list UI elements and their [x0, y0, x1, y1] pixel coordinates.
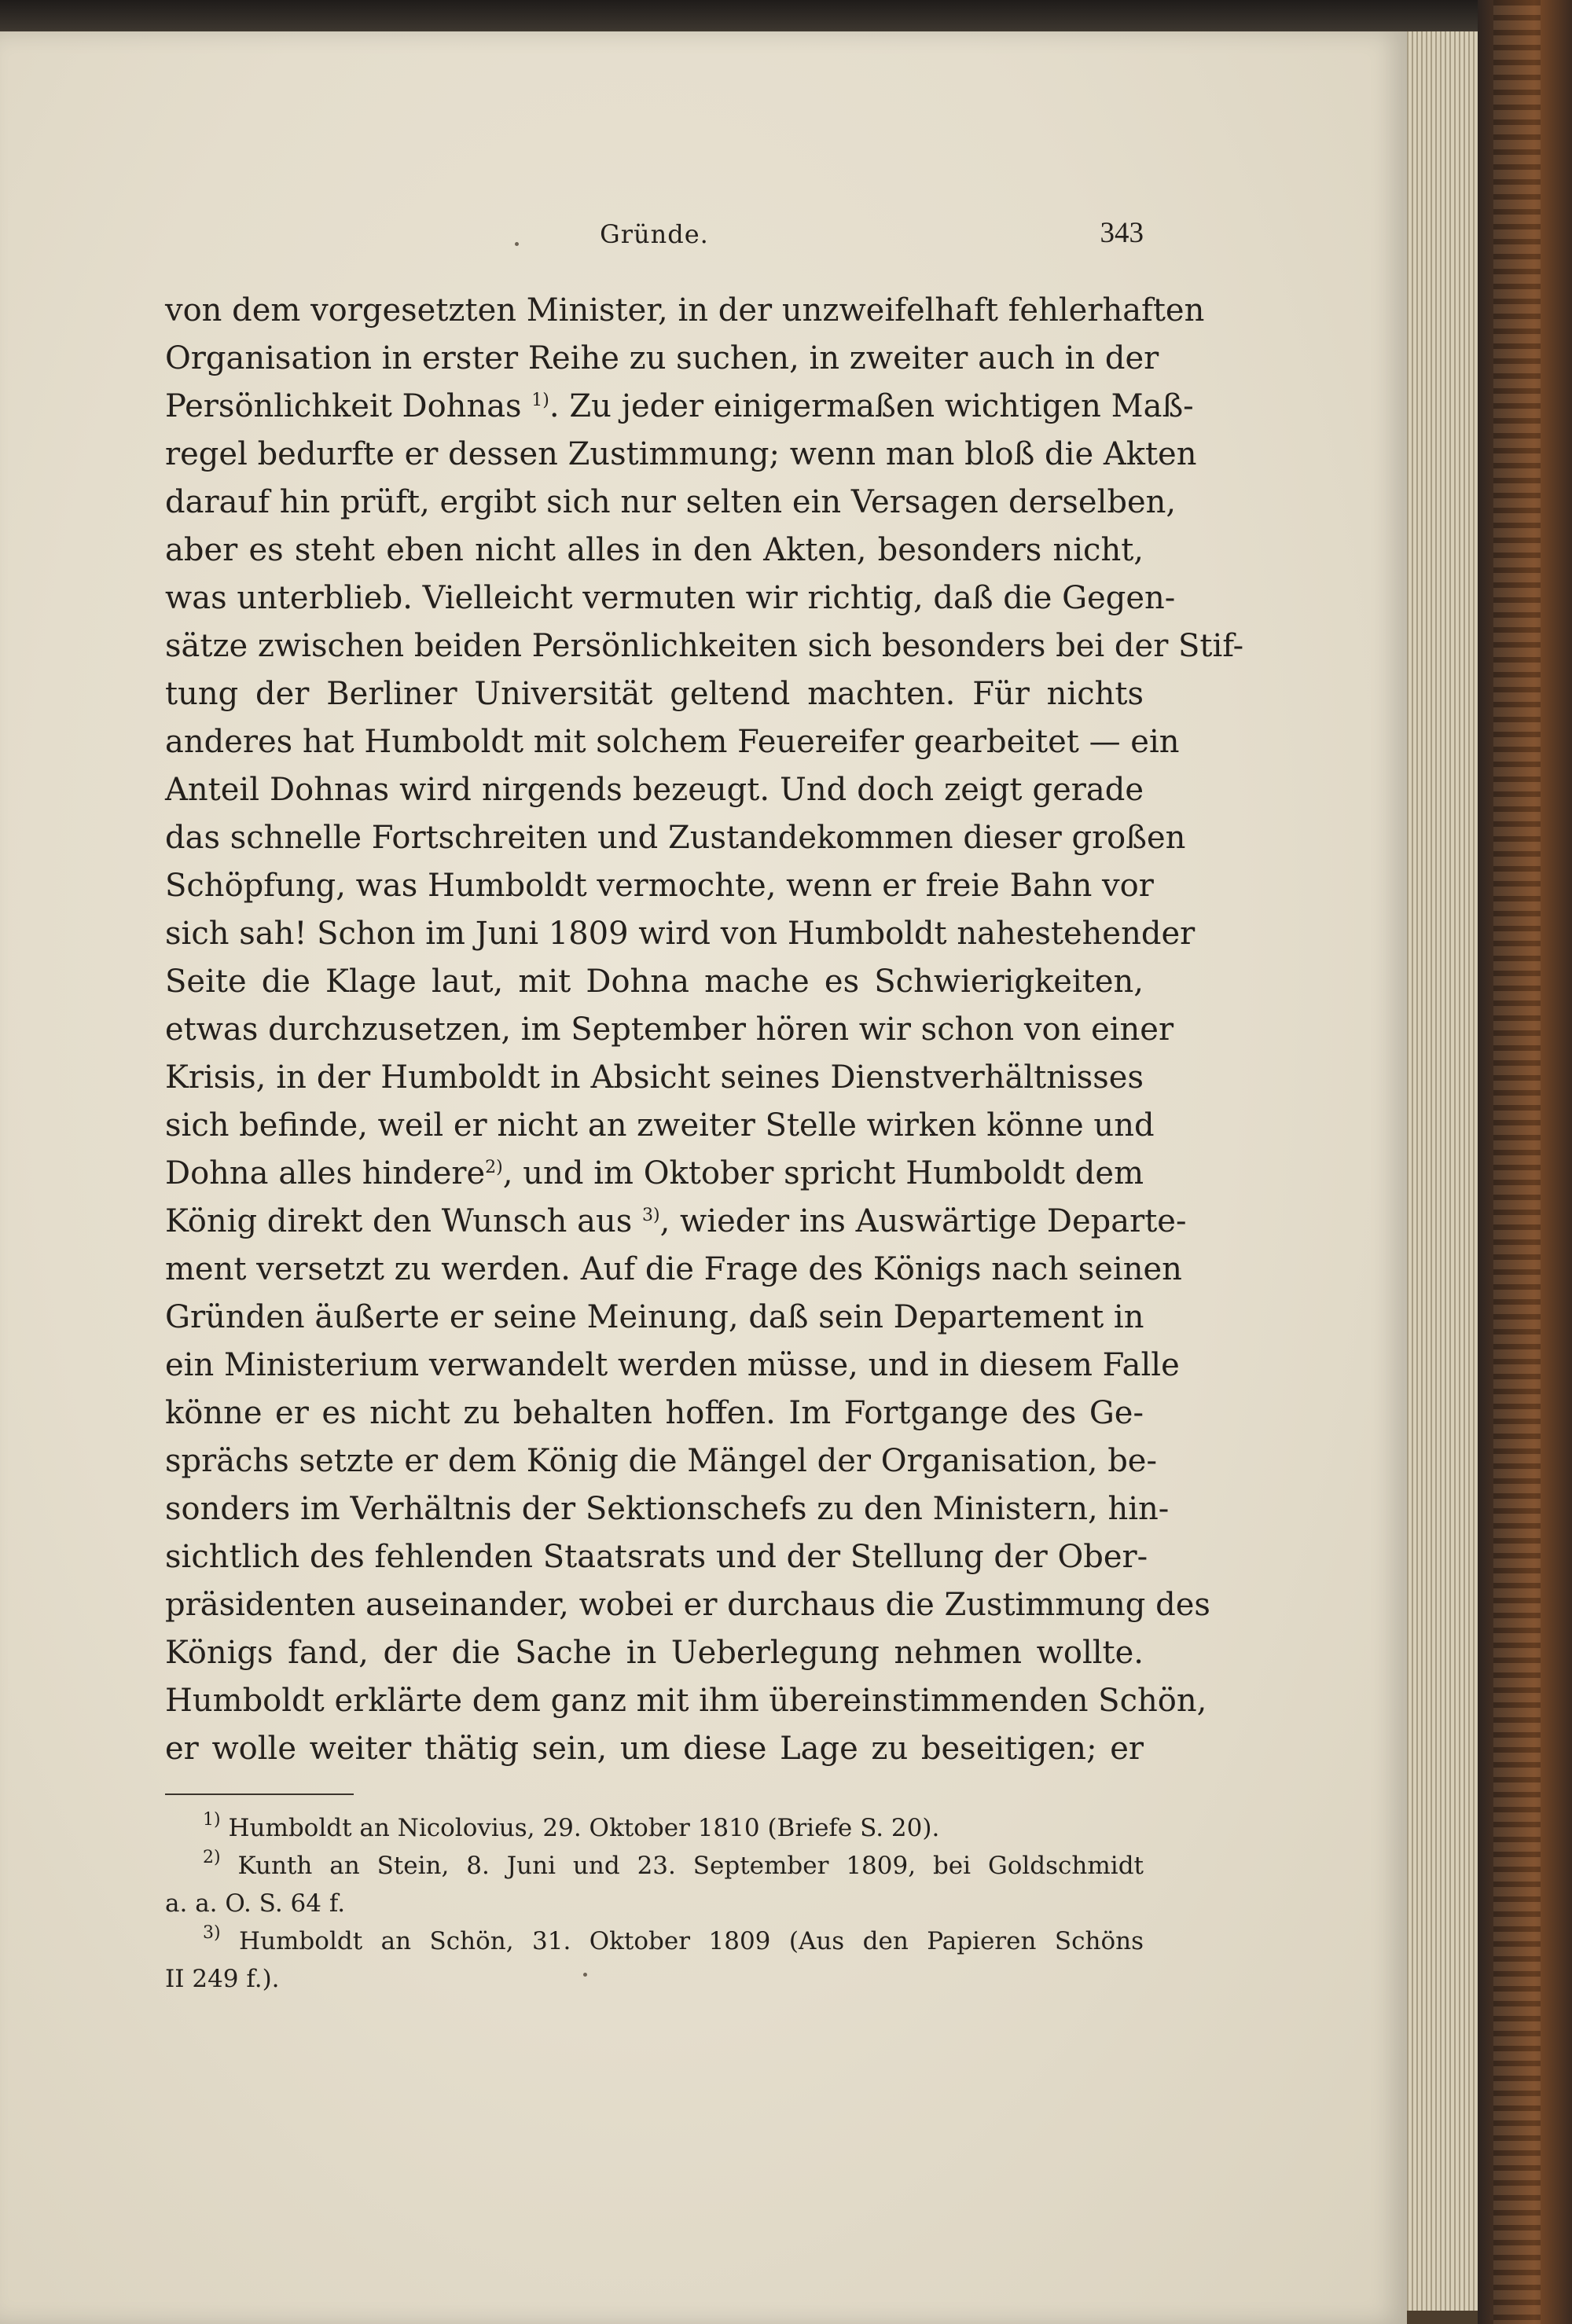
text-line: Anteil Dohnas wird nirgends bezeugt. Und doch zeigt gerade	[165, 772, 1144, 808]
text-line: regel bedurfte er dessen Zustimmung; wenn man bloß die Akten	[165, 436, 1197, 472]
text-line: Seite die Klage laut, mit Dohna mache es Schwierigkeiten,	[165, 964, 1144, 1000]
text-line: ment versetzt zu werden. Auf die Frage des Königs nach seinen	[165, 1251, 1182, 1287]
page-number: 343	[1100, 217, 1144, 249]
text-line: Königs fand, der die Sache in Ueberlegung nehmen wollte.	[165, 1635, 1144, 1671]
text-line: Krisis, in der Humboldt in Absicht seines Dienstverhältnisses	[165, 1059, 1144, 1096]
book-page	[0, 31, 1407, 2324]
text-line: sichtlich des fehlenden Staatsrats und der Stellung der Ober-	[165, 1539, 1148, 1575]
text-line: tung der Berliner Universität geltend machten. Für nichts	[165, 676, 1144, 712]
text-line: sätze zwischen beiden Persönlichkeiten sich besonders bei der Stif-	[165, 628, 1244, 664]
text-line: präsidenten auseinander, wobei er durchaus die Zustimmung des	[165, 1587, 1210, 1623]
footnotes	[165, 1809, 1144, 1998]
text-line: Organisation in erster Reihe zu suchen, in zweiter auch in der	[165, 340, 1159, 376]
text-line: sprächs setzte er dem König die Mängel der Organisation, be-	[165, 1443, 1157, 1479]
text-line: sich sah! Schon im Juni 1809 wird von Humboldt nahestehender	[165, 916, 1196, 952]
text-line: ein Ministerium verwandelt werden müsse, und in diesem Falle	[165, 1347, 1180, 1383]
page-content	[165, 216, 1244, 1998]
text-line: anderes hat Humboldt mit solchem Feuereifer gearbeitet — ein	[165, 724, 1180, 760]
page-stack-edge	[1399, 31, 1486, 2311]
running-head-title: Gründe.	[600, 219, 709, 249]
text-line: sonders im Verhältnis der Sektionschefs zu den Ministern, hin-	[165, 1491, 1170, 1527]
text-line: was unterblieb. Vielleicht vermuten wir richtig, daß die Gegen-	[165, 580, 1176, 616]
footnote-3-continued: II 249 f.).	[165, 1965, 280, 1993]
footnote-1: $^{1)}$ Humboldt an Nicolovius, 29. Oktober 1810 (Briefe S. 20).	[203, 1810, 940, 1842]
text-line: Dohna alles hindere$^{2)}$, und im Oktober spricht Humboldt dem	[165, 1155, 1144, 1191]
text-line: darauf hin prüft, ergibt sich nur selten ein Versagen derselben,	[165, 484, 1177, 520]
body-text	[165, 287, 1244, 1773]
text-line: von dem vorgesetzten Minister, in der unzweifelhaft fehlerhaften	[165, 292, 1205, 329]
running-head	[165, 216, 1144, 263]
text-line: Persönlichkeit Dohnas $^{1)}$. Zu jeder einigermaßen wichtigen Maß-	[165, 388, 1194, 424]
text-line: er wolle weiter thätig sein, um diese Lage zu beseitigen; er	[165, 1731, 1144, 1767]
text-line: sich befinde, weil er nicht an zweiter Stelle wirken könne und	[165, 1107, 1155, 1144]
text-line: das schnelle Fortschreiten und Zustandekommen dieser großen	[165, 820, 1186, 856]
text-line: König direkt den Wunsch aus $^{3)}$, wieder ins Auswärtige Departe-	[165, 1203, 1187, 1239]
book-cover-edge	[1478, 0, 1572, 2324]
text-line: Schöpfung, was Humboldt vermochte, wenn er freie Bahn vor	[165, 868, 1154, 904]
footnote-3: $^{3)}$ Humboldt an Schön, 31. Oktober 1809 (Aus den Papieren Schöns	[203, 1923, 1144, 1955]
footnote-2-continued: a. a. O. S. 64 f.	[165, 1889, 346, 1918]
text-line: aber es steht eben nicht alles in den Akten, besonders nicht,	[165, 532, 1144, 568]
footnote-divider	[165, 1793, 354, 1795]
text-line: etwas durchzusetzen, im September hören wir schon von einer	[165, 1011, 1174, 1048]
text-line: könne er es nicht zu behalten hoffen. Im Fortgange des Ge-	[165, 1395, 1144, 1431]
text-line: Humboldt erklärte dem ganz mit ihm übereinstimmenden Schön,	[165, 1683, 1207, 1719]
footnote-2: $^{2)}$ Kunth an Stein, 8. Juni und 23. September 1809, bei Goldschmidt	[203, 1848, 1144, 1880]
text-line: Gründen äußerte er seine Meinung, daß sein Departement in	[165, 1299, 1144, 1335]
